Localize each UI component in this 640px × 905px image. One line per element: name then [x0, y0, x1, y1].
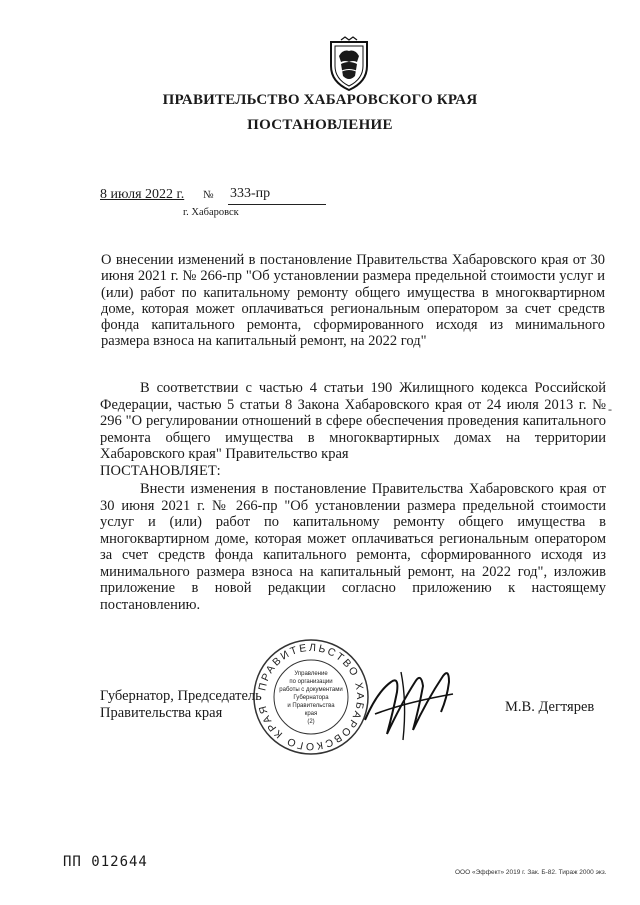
number-underline: [228, 204, 326, 205]
khabarovsk-coat-of-arms-icon: [327, 36, 371, 92]
document-title: О внесении изменений в постановление Правительства Хабаровского края от 30 июня 2021 г. № 266-пр "Об установлении размера предельной стоимости услуг и (или) работ по капитальному ремонту общего имущества в многоквартирном доме, которая может оплачиваться региональным оператором за счет средств фонда капитального ремонта, сформированного исходя из минимального размера взноса на капитальный ремонт, на 2022 год": [101, 252, 605, 350]
handwritten-signature: [357, 652, 467, 747]
stamp-line-2: по организации: [289, 679, 333, 685]
number-sign: №: [203, 189, 214, 201]
form-code: ПП 012644: [63, 854, 148, 870]
decree-word: ПОСТАНОВЛЯЕТ:: [100, 463, 221, 479]
organization-name: ПРАВИТЕЛЬСТВО ХАБАРОВСКОГО КРАЯ: [162, 92, 478, 108]
document-city: г. Хабаровск: [183, 207, 239, 218]
official-stamp: [251, 637, 371, 757]
date-value: 8 июля 2022 г.: [100, 187, 185, 202]
signatory-position: [100, 688, 262, 721]
position-line-1: Губернатор, Председатель: [100, 688, 262, 704]
position-line-2: Правительства края: [100, 704, 223, 721]
margin-mark: -: [608, 402, 612, 416]
stamp-ring-text: ПРАВИТЕЛЬСТВО ХАБАРОВСКОГО КРАЯ: [256, 641, 367, 753]
document-number: 333-пр: [230, 186, 271, 201]
signatory-name: М.В. Дегтярев: [505, 699, 595, 715]
document-date: [100, 187, 184, 203]
document-type: ПОСТАНОВЛЕНИЕ: [247, 117, 393, 133]
decision-paragraph: Внести изменения в постановление Правительства Хабаровского края от 30 июня 2021 г. № 266-пр "Об установлении размера предельной стоимости услуг и (или) работ по капитальному ремонту общего имущества в многоквартирном доме, которая может оплачиваться региональным оператором за счет средств фонда капитального ремонта, сформированного исходя из минимального размера взноса на капитальный ремонт, на 2022 год", изложив приложение в новой редакции согласно приложению к настоящему постановлению.: [100, 481, 606, 613]
preamble-paragraph: В соответствии с частью 4 статьи 190 Жилищного кодекса Российской Федерации, частью 5 статьи 8 Закона Хабаровского края от 24 июля 2013 г. № 296 "О регулировании отношений в сфере обеспечения проведения капитального ремонта общего имущества в многоквартирных домах на территории Хабаровского края" Правительство края: [100, 380, 606, 462]
printer-info: ООО «Эффект» 2019 г. Зак. Б-82. Тираж 2000 экз.: [455, 869, 607, 876]
stamp-line-4: Губернатора: [293, 695, 329, 701]
stamp-line-3: работы с документами: [279, 687, 343, 693]
stamp-line-7: (2): [307, 719, 315, 725]
stamp-line-1: Управление: [294, 671, 328, 677]
stamp-line-5: и Правительства: [287, 703, 335, 709]
stamp-line-6: края: [304, 711, 318, 717]
